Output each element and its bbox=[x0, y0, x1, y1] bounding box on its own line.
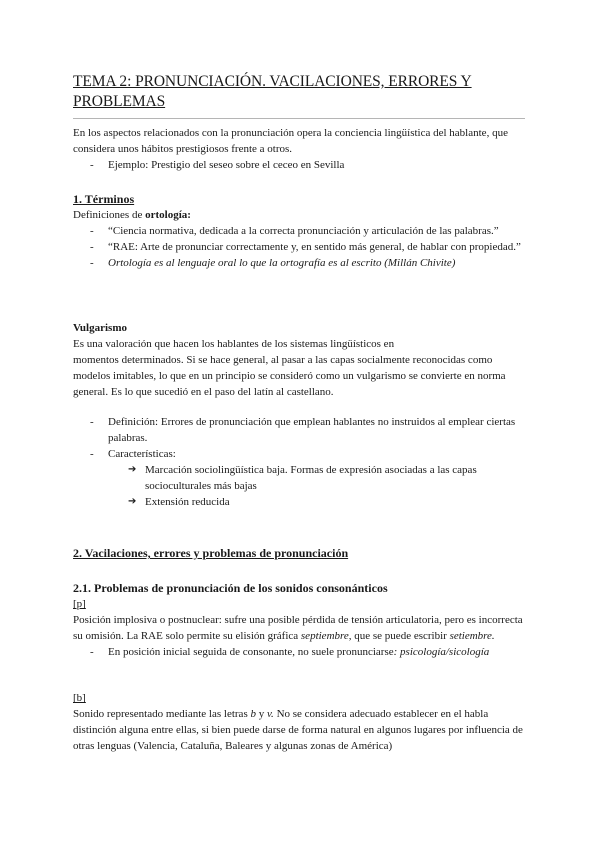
subsection-heading: 2.1. Problemas de pronunciación de los sonidos consonánticos bbox=[73, 581, 388, 595]
vulgarismo-heading: Vulgarismo bbox=[73, 322, 127, 334]
phoneme-p-item-text: En posición inicial seguida de consonante, no suele pronunciarse bbox=[108, 646, 394, 658]
definition-text: “Ciencia normativa, dedicada a la correcta pronunciación y articulación de las palabras.” bbox=[108, 225, 499, 237]
phoneme-b-text: Sonido representado mediante las letras bbox=[73, 708, 251, 720]
definition-text: “RAE: Arte de pronunciar correctamente y, en sentido más general, de hablar con propiedad.” bbox=[108, 241, 521, 253]
arrow-icon: ➔ bbox=[128, 464, 137, 475]
dash-marker: - bbox=[90, 257, 94, 269]
letter-v: v. bbox=[266, 708, 274, 720]
phoneme-b-and: y bbox=[255, 708, 267, 720]
phoneme-label-b: [b] bbox=[73, 692, 86, 704]
intro-paragraph: En los aspectos relacionados con la pronunciación opera la conciencia lingüística del hablante, que considera unos hábitos prestigiosos frente a otros. bbox=[73, 127, 508, 155]
title-divider bbox=[73, 118, 525, 119]
phoneme-b-block bbox=[73, 690, 528, 754]
example-psicologia: : psicología/sicología bbox=[393, 646, 490, 658]
phoneme-b-paragraph bbox=[73, 706, 528, 754]
definition-quote: Ortología es al lenguaje oral lo que la ortografía es al escrito (Millán Chivite) bbox=[108, 257, 456, 269]
definition-item bbox=[73, 223, 528, 239]
vulgarismo-list bbox=[73, 414, 528, 510]
characteristic-item bbox=[73, 462, 528, 494]
phoneme-p-item bbox=[73, 644, 528, 660]
vulgarismo-paragraph: momentos determinados. Si se hace general, al pasar a las capas socialmente reconocidas como modelos imitables, lo que en un principio se consideró como un vulgarismo se convierte en norma general. Es lo que sucedió en el paso del latín al castellano. bbox=[73, 354, 506, 398]
intro-bullet-text: Ejemplo: Prestigio del seseo sobre el ceceo en Sevilla bbox=[108, 159, 345, 171]
vulgarismo-item bbox=[73, 446, 528, 462]
phoneme-b-text2: No se considera adecuado establecer en el habla distinción alguna entre ellas, si bien puede darse de forma natural en algunos lugares por influencia de otras lenguas (Valencia, Cataluña, Baleares y algunas zonas de América) bbox=[73, 708, 523, 752]
phoneme-p-text2: que se puede escribir bbox=[351, 630, 450, 642]
definition-item bbox=[73, 255, 528, 271]
vulgarismo-item-text: Definición: Errores de pronunciación que emplean hablantes no instruidos al emplear ciertas palabras. bbox=[108, 416, 516, 444]
characteristic-text: Marcación sociolingüística baja. Formas de expresión asociadas a las capas socioculturales más bajas bbox=[145, 464, 477, 492]
characteristic-item bbox=[73, 494, 528, 510]
dash-marker: - bbox=[90, 225, 94, 237]
intro-block bbox=[73, 125, 528, 173]
arrow-icon: ➔ bbox=[128, 496, 137, 507]
dash-marker: - bbox=[90, 159, 94, 171]
consonant-problems-block bbox=[73, 580, 528, 660]
letter-b: b bbox=[250, 708, 256, 720]
dash-marker: - bbox=[90, 416, 94, 428]
section-vacilaciones bbox=[73, 545, 528, 561]
vulgarismo-item-text: Características: bbox=[108, 448, 176, 460]
phoneme-p-text: Posición implosiva o postnuclear: sufre una posible pérdida de tensión articulatoria, pero es incorrecta su omisión. La RAE solo permite su elisión gráfica bbox=[73, 614, 523, 642]
example-septiembre: septiembre, bbox=[300, 630, 352, 642]
definitions-term: ortología: bbox=[145, 209, 191, 221]
dash-marker: - bbox=[90, 241, 94, 253]
vulgarismo-block bbox=[73, 320, 528, 400]
definition-item bbox=[73, 239, 528, 255]
document-title: TEMA 2: PRONUNCIACIÓN. VACILACIONES, ERRORES Y PROBLEMAS bbox=[73, 73, 472, 110]
section-terminos bbox=[73, 191, 528, 271]
dash-marker: - bbox=[90, 646, 94, 658]
definitions-intro bbox=[73, 207, 528, 223]
vulgarismo-line: Es una valoración que hacen los hablantes de los sistemas lingüísticos en bbox=[73, 338, 395, 350]
phoneme-label-p: [p] bbox=[73, 598, 86, 610]
vulgarismo-item bbox=[73, 414, 528, 446]
characteristic-text: Extensión reducida bbox=[145, 496, 230, 508]
phoneme-p-paragraph bbox=[73, 612, 528, 644]
example-setiembre: setiembre. bbox=[449, 630, 495, 642]
section-heading-vacilaciones: 2. Vacilaciones, errores y problemas de pronunciación bbox=[73, 546, 349, 560]
definitions-prefix: Definiciones de bbox=[73, 209, 146, 221]
intro-bullet bbox=[73, 157, 528, 173]
section-heading-terminos: 1. Términos bbox=[73, 192, 135, 206]
dash-marker: - bbox=[90, 448, 94, 460]
